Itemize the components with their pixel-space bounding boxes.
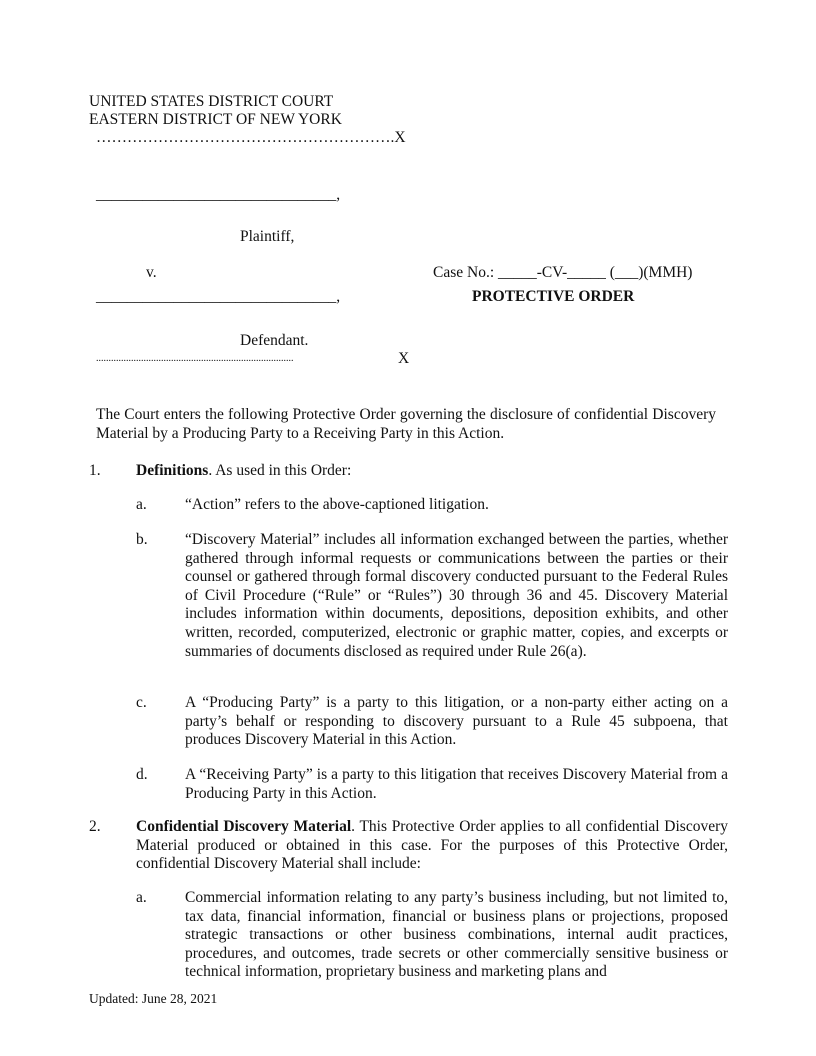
section-text: . As used in this Order: xyxy=(208,462,352,479)
section-number: 2. xyxy=(89,818,101,835)
section-2-paragraph xyxy=(136,818,728,874)
caption-rule-bottom-x: X xyxy=(398,350,410,367)
defendant-label: Defendant. xyxy=(240,332,309,349)
caption-rule-bottom: ............................................................................... xyxy=(96,353,294,364)
plaintiff-label: Plaintiff, xyxy=(240,228,295,245)
section-heading: Confidential Discovery Material xyxy=(136,818,352,835)
case-number: Case No.: _____-CV-_____ (___)(MMH) xyxy=(433,264,693,281)
defendant-blank: _______________________________, xyxy=(96,288,341,305)
section-heading: Definitions xyxy=(136,462,209,479)
court-name: UNITED STATES DISTRICT COURT xyxy=(89,93,334,110)
caption-rule-top: ………………………………………………….X xyxy=(96,129,406,146)
definition-item: A “Producing Party” is a party to this litigation, or a non-party either acting on a party’s behalf or responding to discovery pursuant to a Rule 45 subpoena, that produces Discovery Material in this Action. xyxy=(185,694,728,749)
confidential-item: Commercial information relating to any party’s business including, but not limited to, tax data, financial information, financial or business plans or projections, proposed strategic transactions or other business combinations, internal audit practices, procedures, and outcomes, trade secrets or other commercially sensitive business or technical information, proprietary business and marketing plans and xyxy=(185,889,728,981)
section-1-paragraph xyxy=(136,462,728,481)
item-letter: b. xyxy=(136,531,148,548)
section-number: 1. xyxy=(89,462,101,479)
item-letter: a. xyxy=(136,496,147,513)
section-text: . This Protective Order applies to all confidential Discovery Material produced or obtained in this case. For the purposes of this Protective Order, confidential Discovery Material shall include: xyxy=(136,818,729,873)
court-district: EASTERN DISTRICT OF NEW YORK xyxy=(89,111,342,128)
order-title: PROTECTIVE ORDER xyxy=(472,288,635,305)
plaintiff-blank: _______________________________, xyxy=(96,186,341,203)
intro-paragraph: The Court enters the following Protective Order governing the disclosure of confidential Discovery Material by a Producing Party to a Receiving Party in this Action. xyxy=(96,406,716,442)
definition-item: “Action” refers to the above-captioned litigation. xyxy=(185,496,489,513)
page-footer: Updated: June 28, 2021 xyxy=(89,991,218,1006)
item-letter: a. xyxy=(136,889,147,906)
definition-item: “Discovery Material” includes all information exchanged between the parties, whether gathered through informal requests or communications between the parties or their counsel or gathered through formal discovery conducted pursuant to the Federal Rules of Civil Procedure (“Rule” or “Rules”) 30 through 36 and 45. Discovery Material includes information within documents, depositions, deposition exhibits, and other written, recorded, computerized, electronic or graphic matter, copies, and excerpts or summaries of documents disclosed as required under Rule 26(a). xyxy=(185,531,728,660)
definition-item: A “Receiving Party” is a party to this litigation that receives Discovery Material from a Producing Party in this Action. xyxy=(185,766,728,802)
item-letter: d. xyxy=(136,766,148,783)
item-letter: c. xyxy=(136,694,147,711)
versus: v. xyxy=(146,264,157,281)
